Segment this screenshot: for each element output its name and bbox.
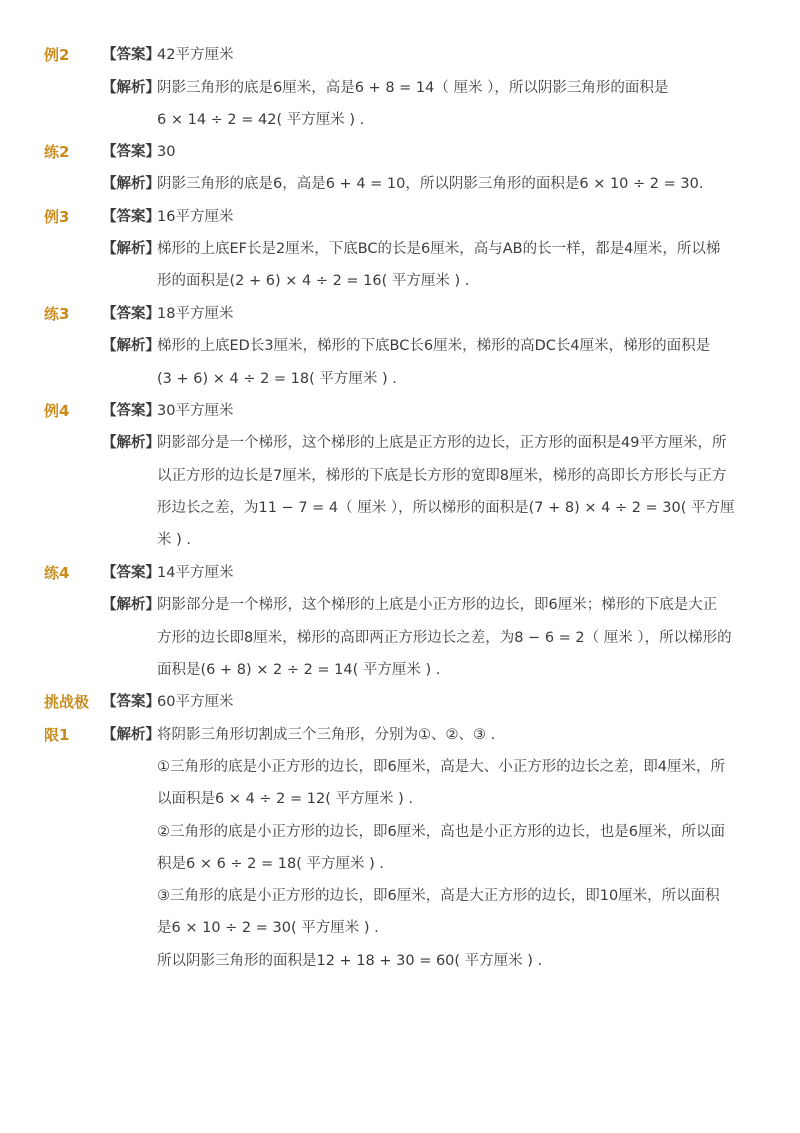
answer-value: 16平方厘米 xyxy=(157,209,234,225)
answer-value: 42平方厘米 xyxy=(157,47,234,63)
analysis-line: 阴影三角形的底是6，高是6 + 4 = 10，所以阴影三角形的面积是6 × 10 ÷ 2 = 30. xyxy=(157,176,704,192)
sub-analysis-line: 积是6 × 6 ÷ 2 = 18( 平方厘米 ) . xyxy=(157,856,384,872)
answer-value: 14平方厘米 xyxy=(157,565,234,581)
analysis-line: 梯形的上底ED长3厘米，梯形的下底BC长6厘米，梯形的高DC长4厘米，梯形的面积是 xyxy=(157,338,711,354)
answer-value: 60平方厘米 xyxy=(157,694,234,710)
sub-analysis-line: 所以阴影三角形的面积是12 + 18 + 30 = 60( 平方厘米 ) . xyxy=(157,953,543,969)
heading-example-3: 例3 xyxy=(44,208,70,226)
answer-tag: 【答案】 xyxy=(102,694,160,710)
analysis-tag: 【解析】 xyxy=(102,176,160,192)
analysis-tag: 【解析】 xyxy=(102,338,160,354)
answer-value: 30平方厘米 xyxy=(157,403,234,419)
sub-analysis-line: 是6 × 10 ÷ 2 = 30( 平方厘米 ) . xyxy=(157,920,379,936)
analysis-line: 阴影三角形的底是6厘米，高是6 + 8 = 14（ 厘米 ），所以阴影三角形的面积是 xyxy=(157,80,669,96)
answer-value: 18平方厘米 xyxy=(157,306,234,322)
answer-value: 30 xyxy=(157,144,176,160)
analysis-line: 方形的边长即8厘米，梯形的高即两正方形边长之差，为8 − 6 = 2（ 厘米 ），所以梯形的 xyxy=(157,630,732,646)
answer-tag: 【答案】 xyxy=(102,565,160,581)
analysis-line: 形的面积是(2 + 6) × 4 ÷ 2 = 16( 平方厘米 ) . xyxy=(157,273,470,289)
analysis-line: 6 × 14 ÷ 2 = 42( 平方厘米 ) . xyxy=(157,112,365,128)
heading-practice-4: 练4 xyxy=(44,564,70,582)
analysis-tag: 【解析】 xyxy=(102,241,160,257)
answer-tag: 【答案】 xyxy=(102,209,160,225)
analysis-line: 形边长之差，为11 − 7 = 4（ 厘米 ），所以梯形的面积是(7 + 8) × 4 ÷ 2 = 30( 平方厘 xyxy=(157,500,735,516)
analysis-tag: 【解析】 xyxy=(102,80,160,96)
analysis-line: 以正方形的边长是7厘米，梯形的下底是长方形的宽即8厘米，梯形的高即长方形长与正方 xyxy=(157,468,727,484)
analysis-line: 面积是(6 + 8) × 2 ÷ 2 = 14( 平方厘米 ) . xyxy=(157,662,441,678)
sub-analysis-line: ①三角形的底是小正方形的边长，即6厘米，高是大、小正方形的边长之差，即4厘米，所 xyxy=(157,759,725,775)
heading-challenge: 挑战极 xyxy=(44,693,90,711)
sub-analysis-line: ③三角形的底是小正方形的边长，即6厘米，高是大正方形的边长，即10厘米，所以面积 xyxy=(157,888,720,904)
answer-tag: 【答案】 xyxy=(102,47,160,63)
analysis-line: 阴影部分是一个梯形，这个梯形的上底是正方形的边长，正方形的面积是49平方厘米，所 xyxy=(157,435,727,451)
answer-tag: 【答案】 xyxy=(102,306,160,322)
answer-tag: 【答案】 xyxy=(102,403,160,419)
heading-practice-3: 练3 xyxy=(44,305,70,323)
analysis-line: (3 + 6) × 4 ÷ 2 = 18( 平方厘米 ) . xyxy=(157,371,397,387)
analysis-line: 米 ) . xyxy=(157,532,191,548)
heading-example-2: 例2 xyxy=(44,46,70,64)
sub-analysis-line: 以面积是6 × 4 ÷ 2 = 12( 平方厘米 ) . xyxy=(157,791,413,807)
heading-challenge-suffix: 限1 xyxy=(44,726,70,744)
analysis-line: 将阴影三角形切割成三个三角形，分别为①、②、③ . xyxy=(157,727,496,743)
analysis-tag: 【解析】 xyxy=(102,727,160,743)
answer-tag: 【答案】 xyxy=(102,144,160,160)
heading-practice-2: 练2 xyxy=(44,143,70,161)
analysis-tag: 【解析】 xyxy=(102,597,160,613)
heading-example-4: 例4 xyxy=(44,402,70,420)
analysis-line: 梯形的上底EF长是2厘米，下底BC的长是6厘米，高与AB的长一样，都是4厘米，所以梯 xyxy=(157,241,721,257)
analysis-tag: 【解析】 xyxy=(102,435,160,451)
sub-analysis-line: ②三角形的底是小正方形的边长，即6厘米，高也是小正方形的边长，也是6厘米，所以面 xyxy=(157,824,725,840)
analysis-line: 阴影部分是一个梯形，这个梯形的上底是小正方形的边长，即6厘米；梯形的下底是大正 xyxy=(157,597,718,613)
